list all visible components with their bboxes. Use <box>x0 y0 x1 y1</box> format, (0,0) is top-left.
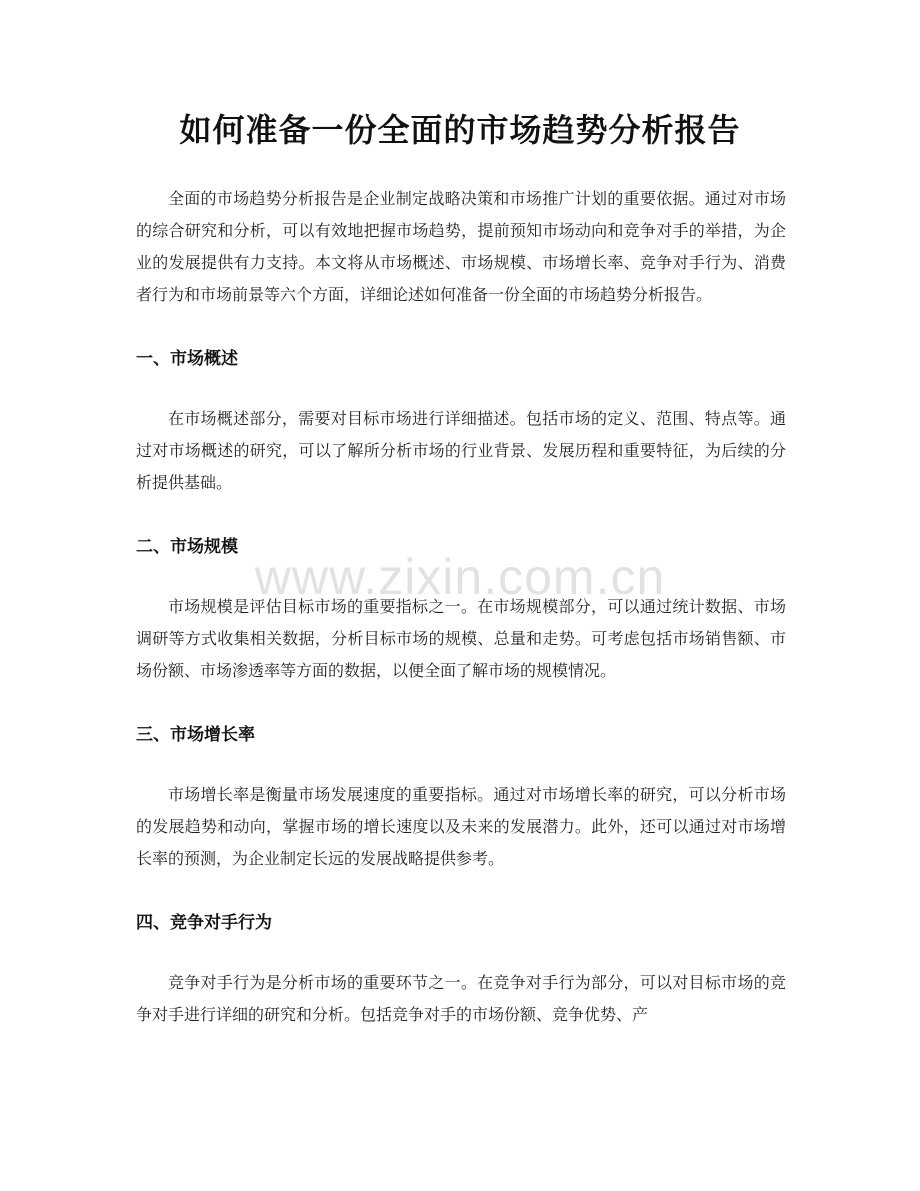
section-heading: 四、竞争对手行为 <box>136 913 272 933</box>
watermark: www.zixin.com.cn <box>254 549 666 605</box>
section-paragraph: 市场增长率是衡量市场发展速度的重要指标。通过对市场增长率的研究，可以分析市场的发展趋势和动向，掌握市场的增长速度以及未来的发展潜力。此外，还可以通过对市场增长率的预测，为企业制定长远的发展战略提供参考。 <box>136 785 786 868</box>
section-paragraph: 市场规模是评估目标市场的重要指标之一。在市场规模部分，可以通过统计数据、市场调研等方式收集相关数据，分析目标市场的规模、总量和走势。可考虑包括市场销售额、市场份额、市场渗透率等方面的数据，以便全面了解市场的规模情况。 <box>136 597 786 680</box>
section-paragraph: 竞争对手行为是分析市场的重要环节之一。在竞争对手行为部分，可以对目标市场的竞争对手进行详细的研究和分析。包括竞争对手的市场份额、竞争优势、产 <box>136 973 786 1024</box>
document-title: 如何准备一份全面的市场趋势分析报告 <box>179 111 741 149</box>
section-paragraph: 在市场概述部分，需要对目标市场进行详细描述。包括市场的定义、范围、特点等。通过对市场概述的研究，可以了解所分析市场的行业背景、发展历程和重要特征，为后续的分析提供基础。 <box>136 409 786 492</box>
section-competitor-behavior <box>136 909 786 1031</box>
section-heading: 一、市场概述 <box>136 349 238 369</box>
section-market-growth <box>136 721 786 875</box>
section-heading: 三、市场增长率 <box>136 725 255 745</box>
section-heading: 二、市场规模 <box>136 537 238 557</box>
section-market-size <box>136 533 786 687</box>
intro-paragraph: 全面的市场趋势分析报告是企业制定战略决策和市场推广计划的重要依据。通过对市场的综合研究和分析，可以有效地把握市场趋势，提前预知市场动向和竞争对手的举措，为企业的发展提供有力支持。本文将从市场概述、市场规模、市场增长率、竞争对手行为、消费者行为和市场前景等六个方面，详细论述如何准备一份全面的市场趋势分析报告。 <box>136 189 786 304</box>
section-market-overview <box>136 345 786 499</box>
document-body <box>136 183 786 1065</box>
